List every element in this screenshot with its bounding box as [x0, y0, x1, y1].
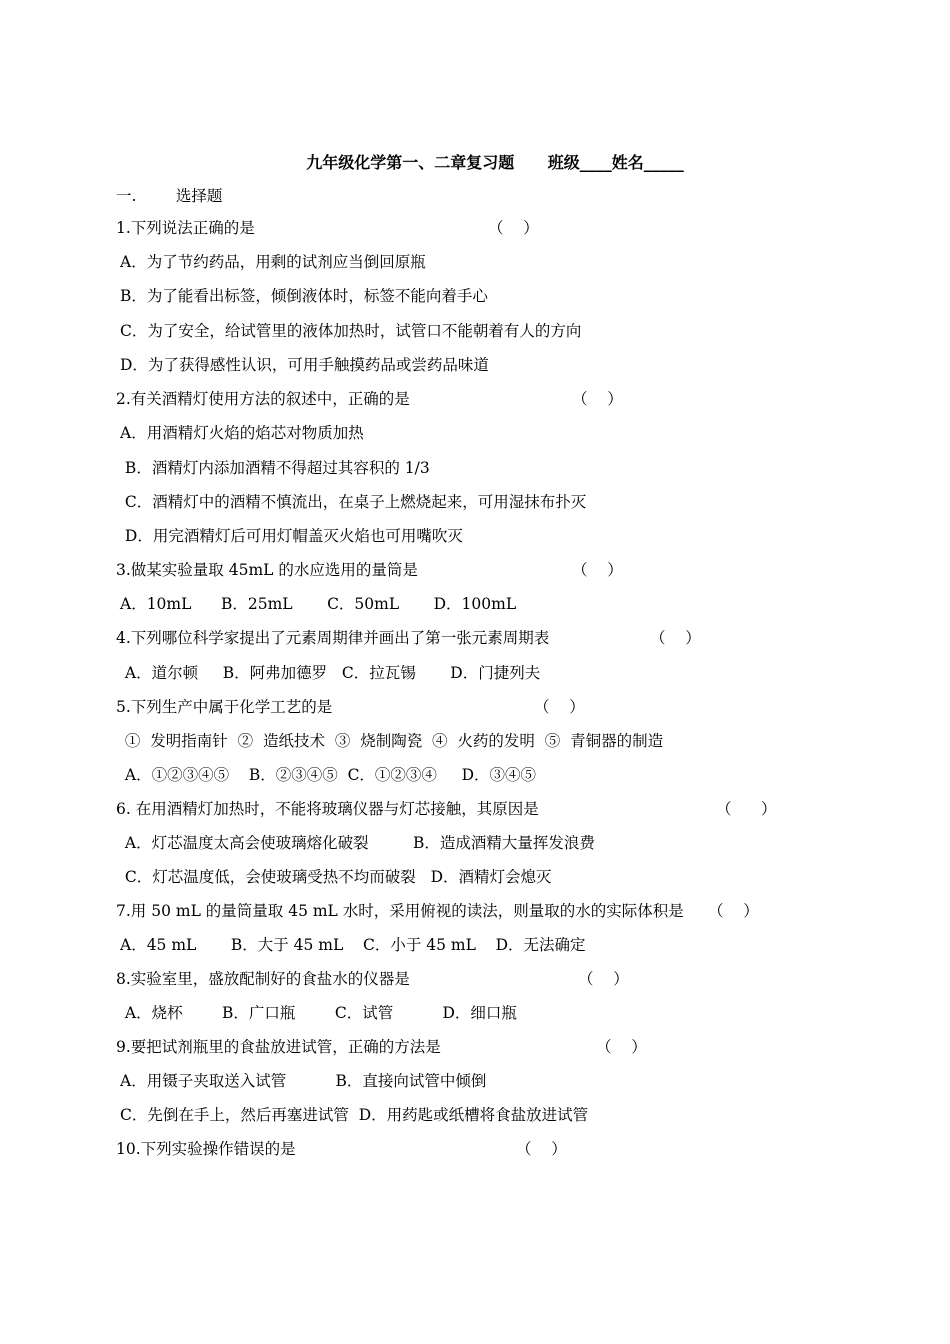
question-5-answer-blank: （ ） [534, 698, 585, 716]
question-1-option-c: C．为了安全，给试管里的液体加热时，试管口不能朝着有人的方向 [120, 322, 582, 340]
question-9-options-cd: C．先倒在手上，然后再塞进试管 D．用药匙或纸槽将食盐放进试管 [120, 1106, 589, 1124]
question-6-stem: 6. 在用酒精灯加热时，不能将玻璃仪器与灯芯接触，其原因是 [116, 800, 539, 818]
question-5-options: A．①②③④⑤ B．②③④⑤ C．①②③④ D．③④⑤ [120, 766, 536, 784]
question-7-options: A．45 mL B．大于 45 mL C．小于 45 mL D．无法确定 [120, 936, 586, 954]
question-1-option-b: B．为了能看出标签，倾倒液体时，标签不能向着手心 [120, 287, 488, 305]
question-6-answer-blank: （ ） [716, 800, 777, 818]
question-7-answer-blank: （ ） [708, 902, 759, 920]
question-2-option-a: A．用酒精灯火焰的焰芯对物质加热 [120, 424, 364, 442]
question-4-answer-blank: （ ） [650, 629, 701, 647]
question-3-options: A．10mL B．25mL C．50mL D．100mL [120, 595, 517, 613]
question-3-stem: 3.做某实验量取 45mL 的水应选用的量筒是 [116, 561, 418, 579]
question-10-stem: 10.下列实验操作错误的是 [116, 1140, 296, 1158]
question-1-option-d: D．为了获得感性认识，可用手触摸药品或尝药品味道 [120, 356, 489, 374]
question-8-options: A．烧杯 B．广口瓶 C．试管 D．细口瓶 [120, 1004, 517, 1022]
question-2-option-d: D．用完酒精灯后可用灯帽盖灭火焰也可用嘴吹灭 [120, 527, 463, 545]
question-4-options: A．道尔顿 B．阿弗加德罗 C．拉瓦锡 D．门捷列夫 [120, 664, 541, 682]
question-2-stem: 2.有关酒精灯使用方法的叙述中，正确的是 [116, 390, 410, 408]
question-6-options-ab: A．灯芯温度太高会使玻璃熔化破裂 B．造成酒精大量挥发浪费 [120, 834, 595, 852]
question-6-options-cd: C．灯芯温度低，会使玻璃受热不均而破裂 D．酒精灯会熄灭 [120, 868, 552, 886]
question-5-stem: 5.下列生产中属于化学工艺的是 [116, 698, 333, 716]
section-heading: 一. 选择题 [116, 187, 223, 205]
question-3-answer-blank: （ ） [572, 561, 623, 579]
question-8-answer-blank: （ ） [578, 970, 629, 988]
question-8-stem: 8.实验室里，盛放配制好的食盐水的仪器是 [116, 970, 410, 988]
question-2-option-b: B．酒精灯内添加酒精不得超过其容积的 1/3 [120, 459, 430, 477]
question-2-option-c: C．酒精灯中的酒精不慎流出，在桌子上燃烧起来，可用湿抹布扑灭 [120, 493, 587, 511]
question-1-option-a: A．为了节约药品，用剩的试剂应当倒回原瓶 [120, 253, 426, 271]
page-title: 九年级化学第一、二章复习题 班级____姓名_____ [306, 153, 684, 172]
question-1-stem: 1.下列说法正确的是 [116, 219, 255, 237]
question-7-stem: 7.用 50 mL 的量筒量取 45 mL 水时，采用俯视的读法，则量取的水的实际体积是 [116, 902, 684, 920]
question-5-items: ① 发明指南针 ② 造纸技术 ③ 烧制陶瓷 ④ 火药的发明 ⑤ 青铜器的制造 [120, 732, 664, 750]
question-9-options-ab: A．用镊子夹取送入试管 B．直接向试管中倾倒 [120, 1072, 487, 1090]
question-1-answer-blank: （ ） [488, 219, 539, 237]
question-10-answer-blank: （ ） [516, 1140, 567, 1158]
question-9-answer-blank: （ ） [596, 1038, 647, 1056]
question-4-stem: 4.下列哪位科学家提出了元素周期律并画出了第一张元素周期表 [116, 629, 550, 647]
question-2-answer-blank: （ ） [572, 390, 623, 408]
question-9-stem: 9.要把试剂瓶里的食盐放进试管，正确的方法是 [116, 1038, 441, 1056]
